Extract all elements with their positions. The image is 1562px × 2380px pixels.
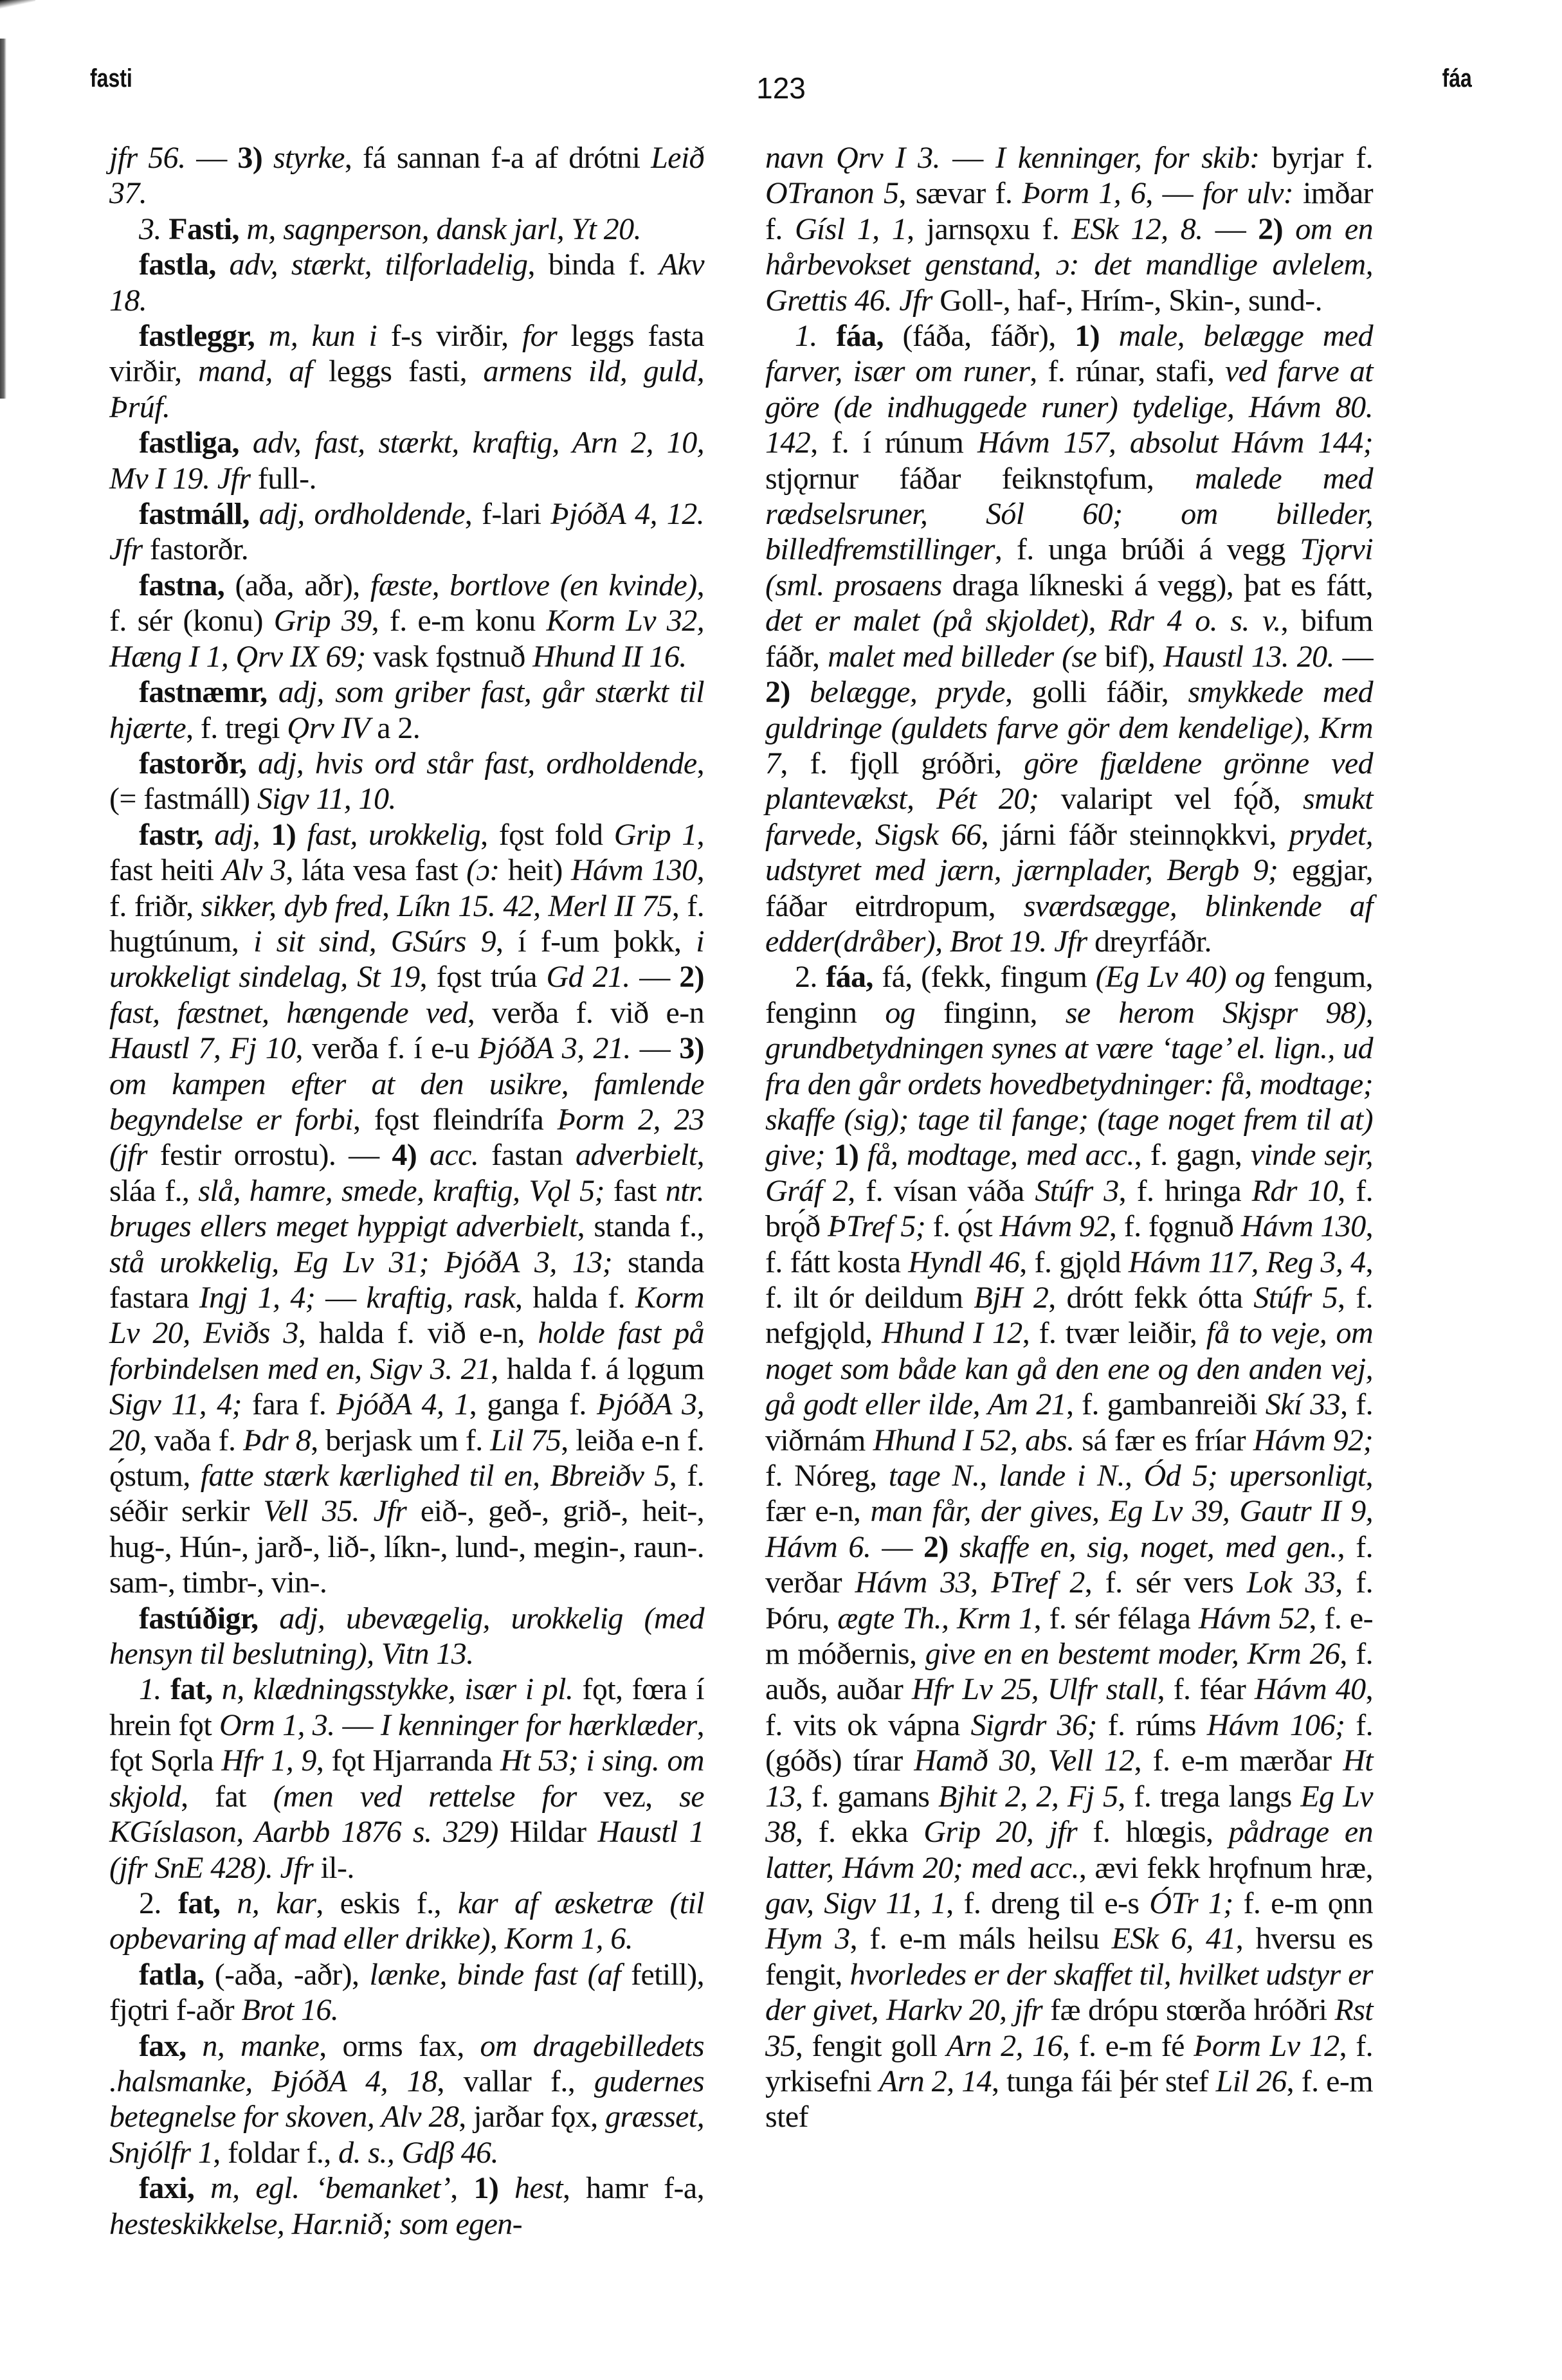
dictionary-entry: fax, n, manke, orms fax, om dragebilledets .halsmanke, ÞjóðA 4, 18, vallar f., gudernes betegnelse for skoven, Alv 28, jarðar fǫx, græsset, Snjólfr 1, foldar f., d. s., Gdβ 46. bbox=[109, 2028, 705, 2170]
dictionary-entry: fastliga, adv, fast, stærkt, kraftig, Arn 2, 10, Mv I 19. Jfr full-. bbox=[109, 426, 704, 496]
dictionary-entry: 1. fáa, (fáða, fáðr), 1) male, belægge med farver, især om runer, f. rúnar, stafi, ved farve at göre (de indhuggede runer) tydelige, Hávm 80. 142, f. í rúnum Hávm 157, absolut Hávm 144; stjǫrnur fáðar feiknstǫfum, malede med rædselsruner, Sól 60; om billeder, billedfremstillinger, f. unga brúði á vegg Tjǫrvi (sml. prosaens draga líkneski á vegg), þat es fátt, det er malet (på skjoldet), Rdr 4 o. s. v., bifum fáðr, malet med billeder (se bif), Haustl 13. 20. — 2) belægge, pryde, golli fáðir, smykkede med guldringe (guldets farve gör dem kendelige), Krm 7, f. fjǫll gróðri, göre fjældene grönne ved plantevækst, Pét 20; valaript vel fǫ́ð, smukt farvede, Sigsk 66, járni fáðr steinnǫkkvi, prydet, udstyret med jærn, jærnplader, Bergb 9; eggjar, fáðar eitrdropum, sværdsægge, blinkende af edder(dråber), Brot 19. Jfr dreyrfáðr. bbox=[765, 319, 1374, 959]
page-header bbox=[90, 58, 1472, 105]
dictionary-entry: fastnæmr, adj, som griber fast, går stærkt til hjærte, f. tregi Ǫrv IV a 2. bbox=[109, 675, 704, 745]
scan-edge-shadow bbox=[0, 39, 6, 399]
dictionary-entry: fatla, (-aða, -aðr), lænke, binde fast (af fetill), fjǫtri f-aðr Brot 16. bbox=[109, 1957, 704, 2028]
dictionary-entry: 2. fáa, fá, (fekk, fingum (Eg Lv 40) og fengum, fenginn og finginn, se herom Skjspr 98), grundbetydningen synes at være ‘tage’ el. lign., ud fra den går ordets hovedbetydninger: få, modtage; skaffe (sig); tage til fange; (tage noget frem til at) give; 1) få, modtage, med acc., f. gagn, vinde sejr, Gráf 2, f. vísan váða Stúfr 3, f. hringa Rdr 10, f. brǫ́ð ÞTref 5; f. ǫ́st Hávm 92, f. fǫgnuð Hávm 130, f. fátt kosta Hyndl 46, f. gjǫld Hávm 117, Reg 3, 4, f. ilt ór deildum BjH 2, drótt fekk ótta Stúfr 5, f. nefgjǫld, Hhund I 12, f. tvær leiðir, få to veje, om noget som både kan gå den ene og den anden vej, gå godt eller ilde, Am 21, f. gambanreiði Skí 33, f. viðrnám Hhund I 52, abs. sá fær es fríar Hávm 92; f. Nóreg, tage N., lande i N., Ód 5; upersonligt, fær e-n, man får, der gives, Eg Lv 39, Gautr II 9, Hávm 6. — 2) skaffe en, sig, noget, med gen., f. verðar Hávm 33, ÞTref 2, f. sér vers Lok 33, f. Þóru, ægte Th., Krm 1, f. sér félaga Hávm 52, f. e-m móðernis, give en en bestemt moder, Krm 26, f. auðs, auðar Hfr Lv 25, Ulfr stall, f. féar Hávm 40, f. vits ok vápna Sigrdr 36; f. rúms Hávm 106; f. (góðs) tírar Hamð 30, Vell 12, f. e-m mærðar Ht 13, f. gamans Bjhit 2, 2, Fj 5, f. trega langs Eg Lv 38, f. ekka Grip 20, jfr f. hlœgis, pådrage en latter, Hávm 20; med acc., ævi fekk hrǫfnum hræ, gav, Sigv 11, 1, f. dreng til e-s ÓTr 1; f. e-m ǫnn Hym 3, f. e-m máls heilsu ESk 6, 41, hversu es fengit, hvorledes er der skaffet til, hvilket udstyr er der givet, Harkv 20, jfr fæ drópu stœrða hróðri Rst 35, fengit goll Arn 2, 16, f. e-m fé Þorm Lv 12, f. yrkisefni Arn 2, 14, tunga fái þér stef Lil 26, f. e-m stef bbox=[765, 960, 1374, 2134]
page-number: 123 bbox=[756, 71, 806, 105]
dictionary-entry: fastna, (aða, aðr), fæste, bortlove (en kvinde), f. sér (konu) Grip 39, f. e-m konu Korm Lv 32, Hæng I 1, Ǫrv IX 69; vask fǫstnuð Hhund II 16. bbox=[109, 568, 704, 674]
right-column bbox=[765, 140, 1373, 2135]
dictionary-entry: fastúðigr, adj, ubevægelig, urokkelig (med hensyn til beslutning), Vitn 13. bbox=[109, 1601, 705, 1672]
dictionary-entry: fastr, adj, 1) fast, urokkelig, fǫst fold Grip 1, fast heiti Alv 3, láta vesa fast (ɔ: heit) Hávm 130, f. friðr, sikker, dyb fred, Líkn 15. 42, Merl II 75, f. hugtúnum, i sit sind, GSúrs 9, í f-um þokk, i urokkeligt sindelag, St 19, fǫst trúa Gd 21. — 2) fast, fæstnet, hængende ved, verða f. við e-n Haustl 7, Fj 10, verða f. í e-u ÞjóðA 3, 21. — 3) om kampen efter at den usikre, famlende begyndelse er forbi, fǫst fleindrífa Þorm 2, 23 (jfr festir orrostu). — 4) acc. fastan adverbielt, sláa f., slå, hamre, smede, kraftig, Vǫl 5; fast ntr. bruges ellers meget hyppigt adverbielt, standa f., stå urokkelig, Eg Lv 31; ÞjóðA 3, 13; standa fastara Ingj 1, 4; — kraftig, rask, halda f. Korm Lv 20, Eviðs 3, halda f. við e-n, holde fast på forbindelsen med en, Sigv 3. 21, halda f. á lǫgum Sigv 11, 4; fara f. ÞjóðA 4, 1, ganga f. ÞjóðA 3, 20, vaða f. Þdr 8, berjask um f. Lil 75, leiða e-n f. ǫ́stum, fatte stærk kærlighed til en, Bbreiðv 5, f. séðir serkir Vell 35. Jfr eið-, geð-, grið-, heit-, hug-, Hún-, jarð-, lið-, líkn-, lund-, megin-, raun-. sam-, timbr-, vin-. bbox=[109, 817, 705, 1600]
dictionary-entry: fastorðr, adj, hvis ord står fast, ordholdende, (= fastmáll) Sigv 11, 10. bbox=[109, 746, 704, 816]
dictionary-entry: navn Ǫrv I 3. — I kenninger, for skib: byrjar f. OTranon 5, sævar f. Þorm 1, 6, — for ulv: imðar f. Gísl 1, 1, jarnsǫxu f. ESk 12, 8. — 2) om en hårbevokset genstand, ɔ: det mandlige avlelem, Grettis 46. Jfr Goll-, haf-, Hrím-, Skin-, sund-. bbox=[765, 141, 1374, 318]
dictionary-entry: jfr 56. — 3) styrke, fá sannan f-a af drótni Leið 37. bbox=[109, 141, 704, 211]
scan-edge-corner bbox=[0, 0, 35, 9]
right-guideword: fáa bbox=[1442, 64, 1472, 93]
left-column bbox=[109, 140, 704, 2242]
dictionary-entry: fastmáll, adj, ordholdende, f-lari ÞjóðA 4, 12. Jfr fastorðr. bbox=[109, 497, 704, 567]
dictionary-entry: fastla, adv, stærkt, tilforladelig, binda f. Akv 18. bbox=[109, 248, 704, 318]
left-guideword: fasti bbox=[90, 64, 132, 93]
dictionary-entry: faxi, m, egl. ‘bemanket’, 1) hest, hamr f-a, hesteskikkelse, Har.nið; som egen- bbox=[109, 2171, 704, 2241]
dictionary-entry: 2. fat, n, kar, eskis f., kar af æsketræ (til opbevaring af mad eller drikke), Korm 1, 6. bbox=[109, 1886, 704, 1956]
dictionary-entry: fastleggr, m, kun i f-s virðir, for leggs fasta virðir, mand, af leggs fasti, armens ild, guld, Þrúf. bbox=[109, 319, 705, 424]
dictionary-entry: 1. fat, n, klædningsstykke, især i pl. fǫt, fœra í hrein fǫt Orm 1, 3. — I kenninger for hærklæder, fǫt Sǫrla Hfr 1, 9, fǫt Hjarranda Ht 53; i sing. om skjold, fat (men ved rettelse for vez, se KGíslason, Aarbb 1876 s. 329) Hildar Haustl 1 (jfr SnE 428). Jfr il-. bbox=[109, 1672, 705, 1885]
dictionary-entry: 3. Fasti, m, sagnperson, dansk jarl, Yt 20. bbox=[139, 212, 641, 246]
